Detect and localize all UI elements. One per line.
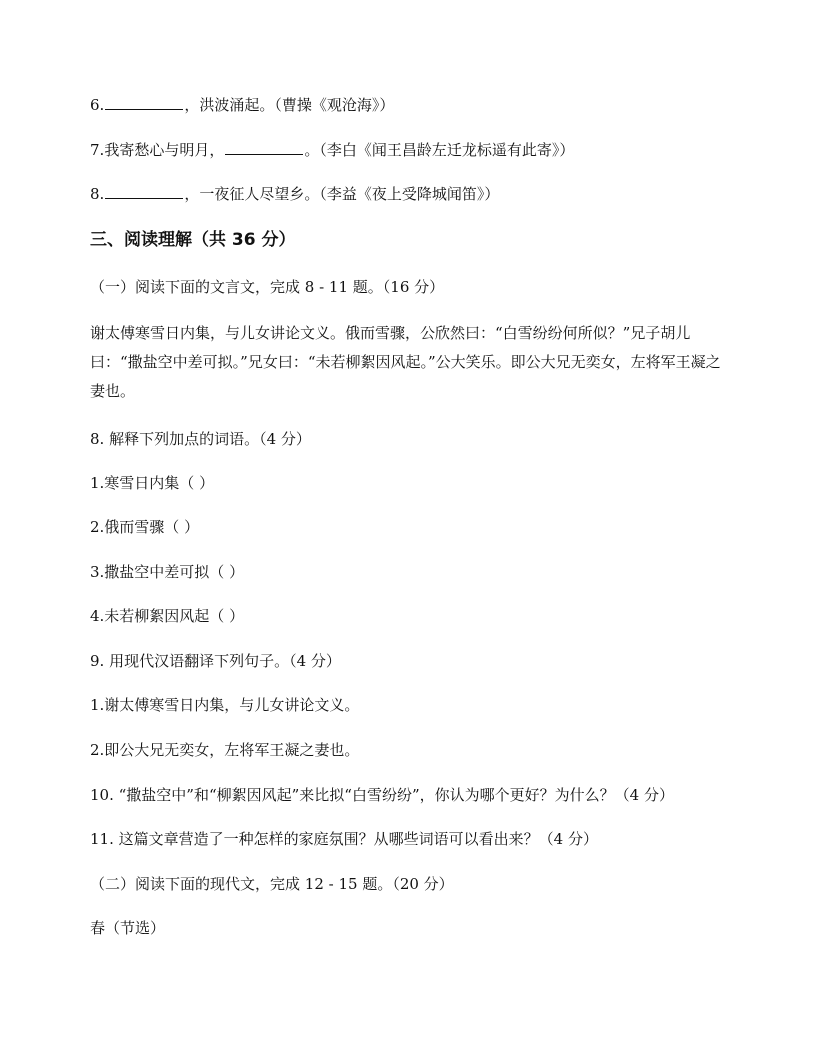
question-11: 11. 这篇文章营造了一种怎样的家庭氛围？从哪些词语可以看出来？（4 分） [90, 830, 598, 848]
question-8-item-2: 2.俄而雪骤（ ） [90, 518, 200, 536]
section-heading: 三、阅读理解（共 36 分） [90, 230, 296, 250]
question-8-item-1: 1.寒雪日内集（ ） [90, 474, 215, 492]
classical-passage: 谢太傅寒雪日内集，与儿女讲论文义。俄而雪骤，公欣然曰：“白雪纷纷何所似？”兄子胡儿曰：“撒盐空中差可拟。”兄女曰：“未若柳絮因风起。”公大笑乐。即公大兄无奕女，左将军王凝之妻也。 [90, 324, 721, 400]
question-9: 9. 用现代汉语翻译下列句子。（4 分） [90, 652, 341, 670]
fill-in-7 [90, 139, 574, 161]
question-number: 8. [90, 185, 105, 203]
question-9-item-2: 2.即公大兄无奕女，左将军王凝之妻也。 [90, 741, 360, 759]
part2-title: 春（节选） [90, 919, 166, 937]
question-8-item-3: 3.撒盐空中差可拟（ ） [90, 563, 245, 581]
question-text: ，一夜征人尽望乡。（李益《夜上受降城闻笛》） [184, 185, 500, 203]
question-text: ，洪波涌起。（曹操《观沧海》） [184, 96, 395, 114]
part1-intro: （一）阅读下面的文言文，完成 8 - 11 题。（16 分） [90, 278, 445, 296]
fill-in-8 [90, 183, 499, 205]
question-text-before: 我寄愁心与明月， [104, 141, 225, 159]
question-9-item-1: 1.谢太傅寒雪日内集，与儿女讲论文义。 [90, 696, 360, 714]
question-number: 6. [90, 96, 105, 114]
answer-blank[interactable] [105, 183, 183, 199]
question-text: 。（李白《闻王昌龄左迁龙标遥有此寄》） [304, 141, 575, 159]
answer-blank[interactable] [225, 139, 303, 155]
question-8: 8. 解释下列加点的词语。（4 分） [90, 430, 311, 448]
question-8-item-4: 4.未若柳絮因风起（ ） [90, 607, 245, 625]
answer-blank[interactable] [105, 94, 183, 110]
fill-in-6 [90, 94, 394, 116]
part2-intro: （二）阅读下面的现代文，完成 12 - 15 题。（20 分） [90, 875, 454, 893]
question-10: 10. “撒盐空中”和“柳絮因风起”来比拟“白雪纷纷”，你认为哪个更好？为什么？（4 分） [90, 786, 674, 804]
question-number: 7. [90, 141, 105, 159]
